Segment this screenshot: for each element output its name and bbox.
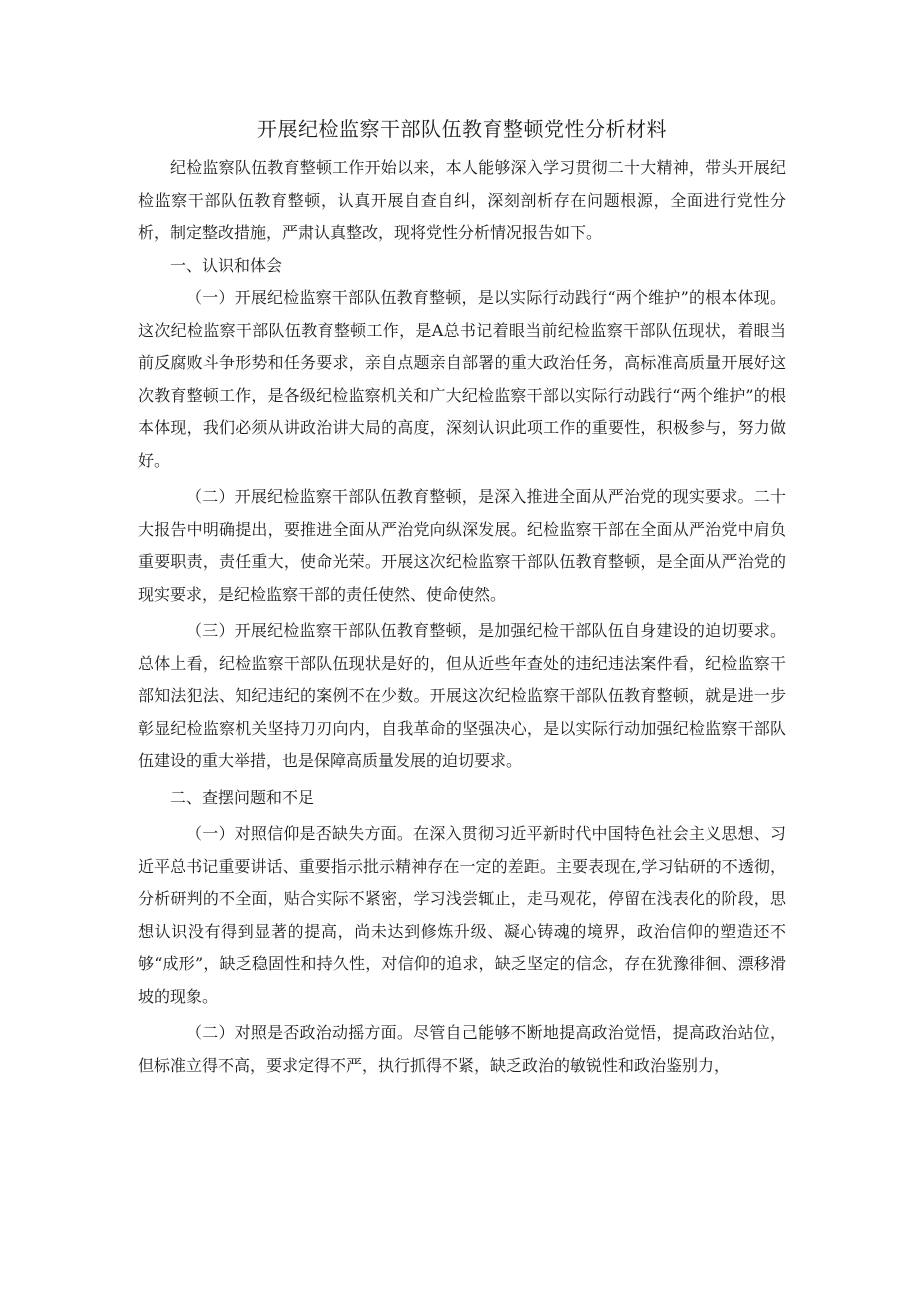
section-heading-2: 二、查摆问题和不足 [170,787,315,807]
section-heading-1: 一、认识和体会 [170,255,283,275]
intro-paragraph: 纪检监察队伍教育整顿工作开始以来，本人能够深入学习贯彻二十大精神，带头开展纪检监察干部队伍教育整顿，认真开展自查自纠，深刻剖析存在问题根源，全面进行党性分析，制定整改措施，严肃认真整改，现将党性分析情况报告如下。 [138,158,786,242]
document-title: 开展纪检监察干部队伍教育整顿党性分析材料 [257,117,667,141]
section-1-paragraph-3: （三）开展纪检监察干部队伍教育整顿，是加强纪检干部队伍自身建设的迫切要求。总体上看，纪检监察干部队伍现状是好的，但从近些年查处的违纪违法案件看，纪检监察干部知法犯法、知纪违纪的案例不在少数。开展这次纪检监察干部队伍教育整顿，就是进一步彰显纪检监察机关坚持刀刃向内，自我革命的坚强决心，是以实际行动加强纪检监察干部队伍建设的重大举措，也是保障高质量发展的迫切要求。 [138,621,786,770]
document-page [138,114,786,1082]
section-2-paragraph-2: （二）对照是否政治动摇方面。尽管自己能够不断地提高政治觉悟，提高政治站位，但标准立得不高，要求定得不严，执行抓得不紧，缺乏政治的敏锐性和政治鉴别力， [138,1023,786,1075]
section-1-paragraph-1: （一）开展纪检监察干部队伍教育整顿，是以实际行动践行“两个维护”的根本体现。这次纪检监察干部队伍教育整顿工作，是A总书记着眼当前纪检监察干部队伍现状，着眼当前反腐败斗争形势和任务要求，亲自点题亲自部署的重大政治任务，高标准高质量开展好这次教育整顿工作，是各级纪检监察机关和广大纪检监察干部以实际行动践行“两个维护”的根本体现，我们必须从讲政治讲大局的高度，深刻认识此项工作的重要性，积极参与，努力做好。 [138,288,786,470]
section-1-paragraph-2: （二）开展纪检监察干部队伍教育整顿，是深入推进全面从严治党的现实要求。二十大报告中明确提出，要推进全面从严治党向纵深发展。纪检监察干部在全面从严治党中肩负重要职责，责任重大，使命光荣。开展这次纪检监察干部队伍教育整顿，是全面从严治党的现实要求，是纪检监察干部的责任使然、使命使然。 [138,487,786,604]
section-2-paragraph-1: （一）对照信仰是否缺失方面。在深入贯彻习近平新时代中国特色社会主义思想、习近平总书记重要讲话、重要指示批示精神存在一定的差距。主要表现在,学习钻研的不透彻，分析研判的不全面，贴合实际不紧密，学习浅尝辄止，走马观花，停留在浅表化的阶段，思想认识没有得到显著的提高，尚未达到修炼升级、凝心铸魂的境界，政治信仰的塑造还不够“成形”，缺乏稳固性和持久性，对信仰的追求，缺乏坚定的信念，存在犹豫徘徊、漂移滑坡的现象。 [138,824,786,1006]
